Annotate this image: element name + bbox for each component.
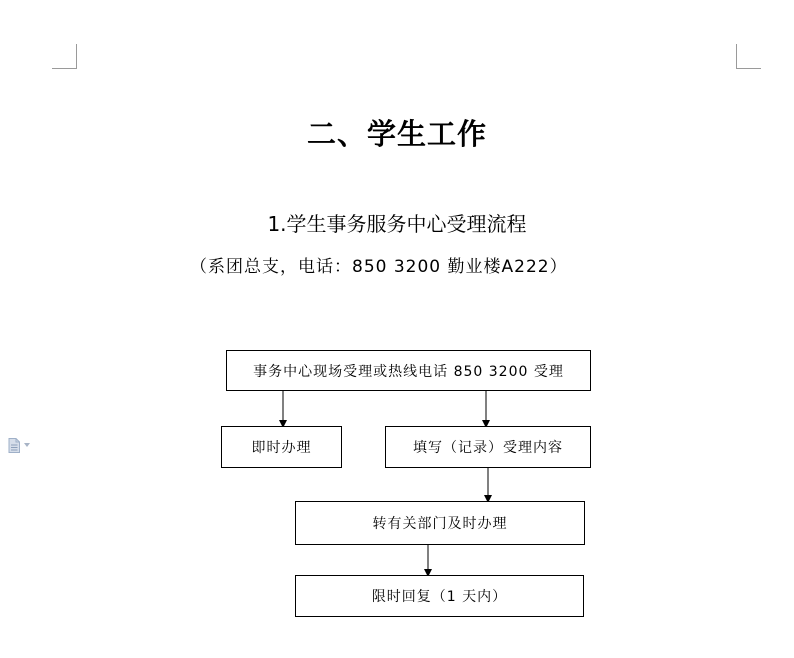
- flow-node-transfer: [295, 501, 585, 545]
- flow-node-label: 填写（记录）受理内容: [413, 440, 563, 456]
- flow-node-reply: [295, 575, 584, 617]
- flow-node-start: [226, 350, 591, 391]
- contact-info: （系团总支，电话：850 3200 勤业楼A222）: [190, 257, 568, 277]
- section-title: 二、学生工作: [306, 117, 487, 151]
- flow-node-label: 限时回复（1 天内）: [371, 589, 508, 605]
- flow-node-label: 事务中心现场受理或热线电话 850 3200 受理: [253, 363, 564, 380]
- flow-node-label: 转有关部门及时办理: [372, 516, 508, 532]
- flow-node-record: [385, 426, 591, 468]
- flow-node-immediate: [221, 426, 342, 468]
- section-subtitle: 1.学生事务服务中心受理流程: [267, 212, 527, 236]
- flow-node-label: 即时办理: [251, 440, 312, 456]
